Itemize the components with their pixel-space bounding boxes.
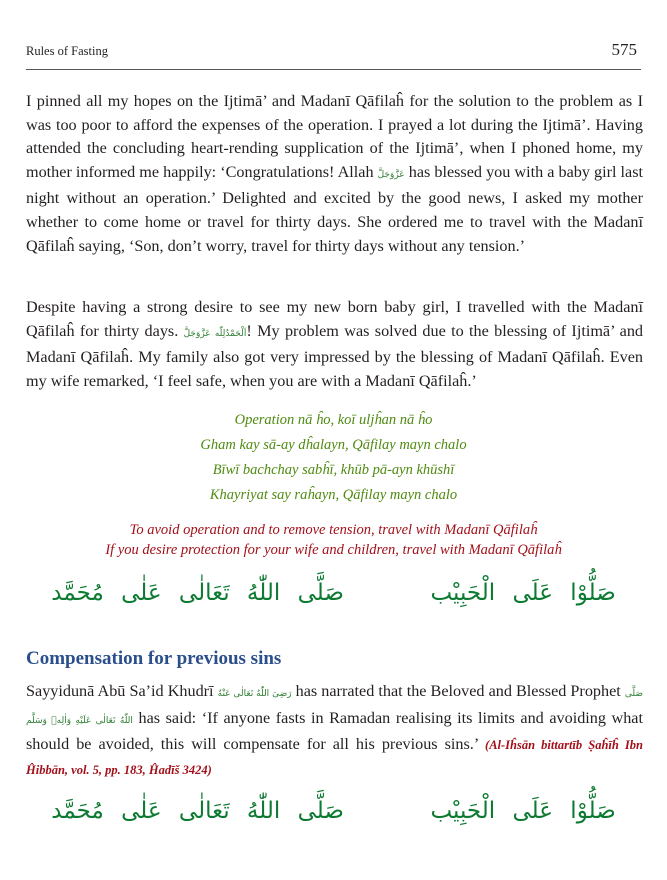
- tagline-line: To avoid operation and to remove tension, travel with Madanī Qāfilaĥ: [129, 522, 538, 538]
- poem-block: [0, 408, 667, 508]
- durood-salutation-bottom: [0, 798, 667, 824]
- citation: (Al-Iĥsān bittartīb Ṣaĥīĥ Ibn Ĥibbān, vol. 5, pp. 183, Ĥadīš 3424): [26, 738, 643, 777]
- honorific-azzawajal: عَزَّوَجَلَّ: [377, 169, 405, 180]
- paragraph-3-text-after: has said: ‘If anyone fasts in Ramadan realising its limits and avoiding what should be avoided, this will compensate for all his previous sins.’: [26, 708, 643, 754]
- running-head-title: Rules of Fasting: [26, 44, 108, 58]
- header-divider: [26, 69, 641, 70]
- poem-line: Operation nā ĥo, koī uljĥan nā ĥo: [234, 412, 433, 428]
- poem-line: Bīwī bachchay sabĥī, khūb pā-ayn khūshī: [212, 462, 455, 478]
- paragraph-1: [26, 90, 643, 258]
- paragraph-2: [26, 296, 643, 393]
- durood-part-1: صَلُّوْا عَلَى الْحَبِيْب: [430, 580, 616, 606]
- alhamdulillah-arabic: اَلْحَمْدُلِلّٰه عَزَّوَجَلَّ: [183, 328, 247, 339]
- paragraph-1-text: I pinned all my hopes on the Ijtimā’ and Madanī Qāfilaĥ for the solution to the problem as I was too poor to afford the expenses of the operation. I prayed a lot during the Ijtimā’. Having attended the concluding heart-rending supplication of the Ijtimā’, when I phoned home, my mother informed me happily: ‘Congratulations! Allah: [26, 92, 643, 181]
- durood-part-1: صَلُّوْا عَلَى الْحَبِيْب: [430, 798, 616, 824]
- paragraph-2-text: Despite having a strong desire to see my new born baby girl, I travelled with the Madanī Qāfilaĥ for thirty days.: [26, 298, 643, 340]
- durood-salutation: [0, 580, 667, 606]
- section-heading: Compensation for previous sins: [26, 648, 282, 669]
- paragraph-3-text-mid: has narrated that the Beloved and Blessed Prophet: [291, 682, 625, 700]
- tagline-line: If you desire protection for your wife and children, travel with Madanī Qāfilaĥ: [105, 542, 562, 558]
- durood-part-2: صَلَّى اللّٰهُ تَعَالٰى عَلٰى مُحَمَّد: [51, 580, 344, 606]
- tagline-block: [0, 520, 667, 560]
- poem-line: Gham kay sā-ay dĥalayn, Qāfilay mayn chalo: [200, 437, 467, 453]
- honorific-radiallah: رَضِىَ اللّٰهُ تَعَالٰى عَنْهُ: [217, 689, 292, 699]
- paragraph-3: [26, 680, 643, 782]
- durood-part-2: صَلَّى اللّٰهُ تَعَالٰى عَلٰى مُحَمَّد: [51, 798, 344, 824]
- paragraph-1-text-after: has blessed you with a baby girl last night without an operation.’ Delighted and excited by the good news, I asked my mother whether to come home or travel for thirty days. She ordered me to travel with the Madanī Qāfilaĥ saying, ‘Son, don’t worry, travel for thirty days without any tension.’: [26, 162, 644, 255]
- page-number: 575: [611, 40, 637, 59]
- paragraph-3-text: Sayyidunā Abū Sa’id Khudrī: [26, 682, 218, 700]
- poem-line: Khayriyat say raĥayn, Qāfilay mayn chalo: [209, 487, 458, 503]
- paragraph-2-text-after: ! My problem was solved due to the blessing of Ijtimā’ and Madanī Qāfilaĥ. My family also got very impressed by the blessing of Madanī Qāfilaĥ. Even my wife remarked, ‘I feel safe, when you are with a Madanī Qāfilaĥ.’: [26, 321, 644, 390]
- honorific-salallah: صَلَّى اللّٰهُ تَعَالٰى عَلَيْهِ وَاٰلِهٖ وَسَلَّم: [26, 689, 643, 726]
